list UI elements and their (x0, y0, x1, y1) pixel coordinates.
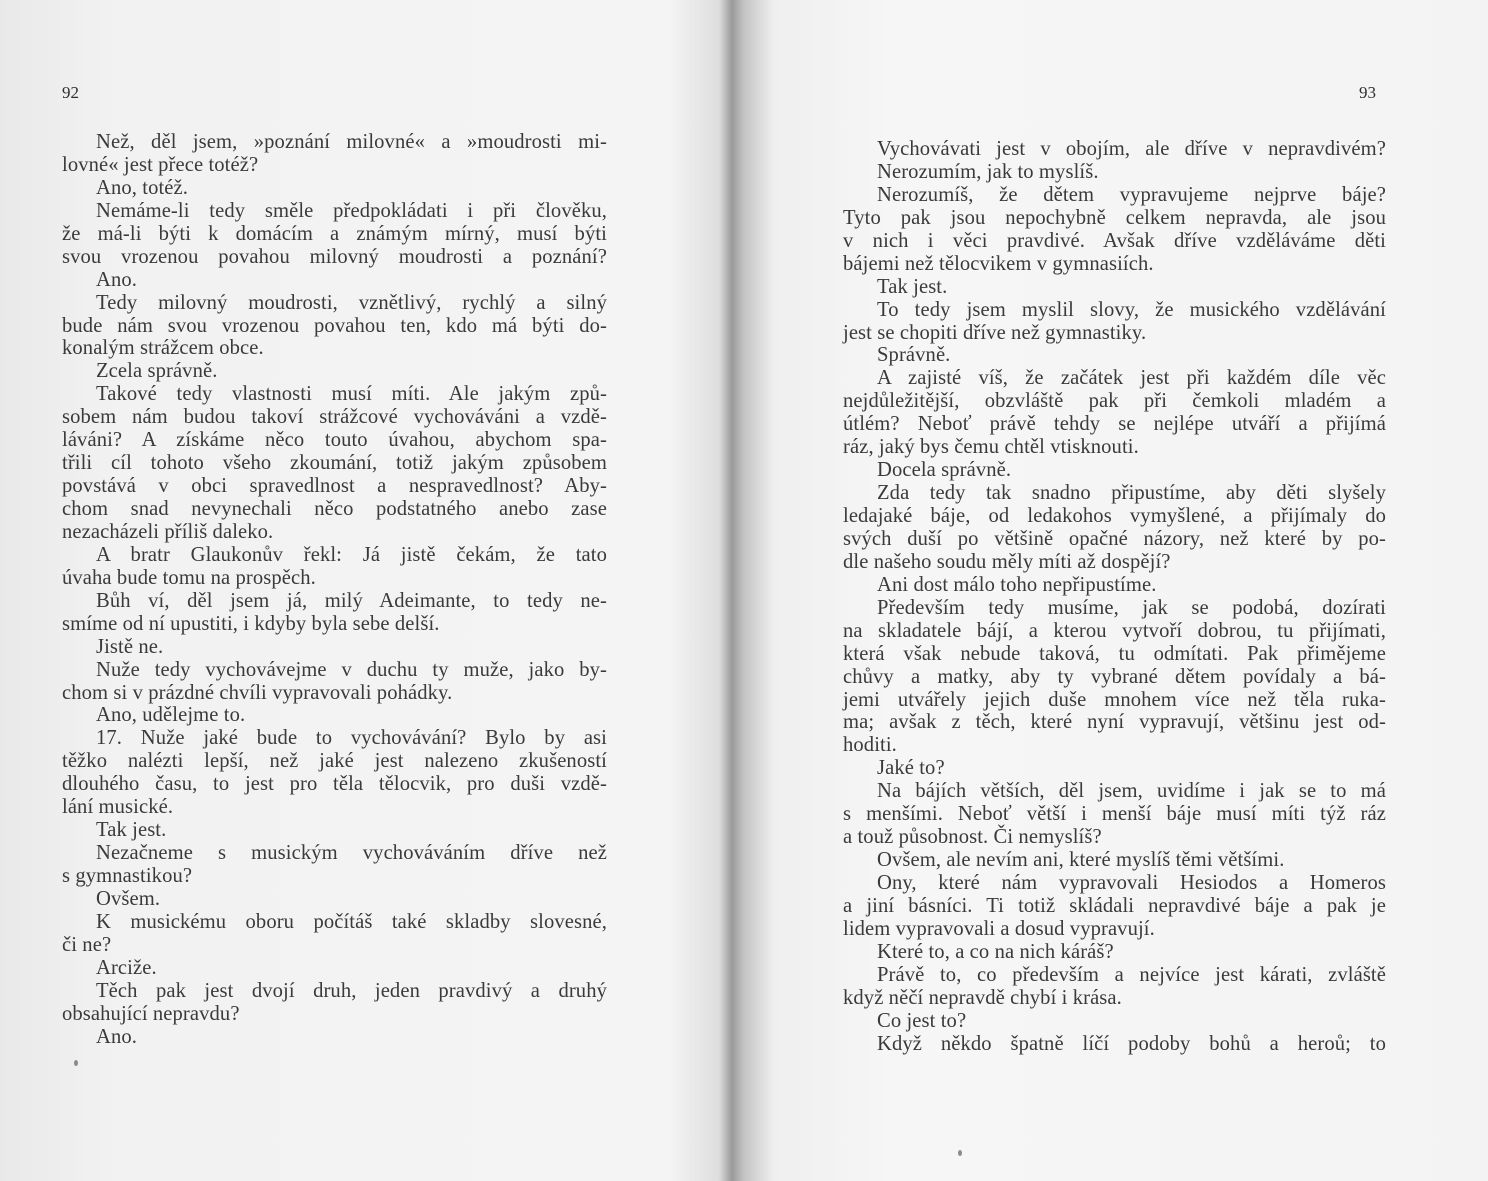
text-line: či ne? (62, 933, 112, 956)
text-line: a touž působnost. Či nemyslíš? (843, 826, 1102, 849)
text-line: smíme od ní upustiti, i kdyby byla sebe delší. (62, 612, 440, 635)
text-line: chom si v prázdné chvíli vypravovali pohádky. (62, 681, 453, 704)
text-line: K musickému oboru počítáš také skladby slovesné, (96, 910, 607, 933)
text-line: Těch pak jest dvojí druh, jeden pravdivý a druhý (96, 979, 607, 1002)
text-line: Na bájích větších, děl jsem, uvidíme i jak se to má (877, 780, 1386, 803)
text-line: Ovšem, ale nevím ani, které myslíš těmi většími. (877, 849, 1285, 872)
text-line: úvaha bude tomu na prospěch. (62, 566, 316, 589)
ink-speck (74, 1060, 78, 1066)
text-line: Správně. (877, 344, 951, 367)
text-line: nezacházeli příliš daleko. (62, 520, 274, 543)
ink-speck (958, 1150, 962, 1156)
text-line: lání musické. (62, 796, 174, 819)
text-line: Jaké to? (877, 757, 945, 780)
text-line: svých duší po většině opačné názory, než které by po- (843, 527, 1386, 550)
text-line: která však nebude taková, tu odmítati. Pak přimějeme (843, 642, 1386, 665)
text-line: Tedy milovný moudrosti, vznětlivý, rychlý a silný (96, 291, 607, 314)
text-line: dle našeho soudu měly míti až dospějí? (843, 550, 1171, 573)
text-line: ledajaké báje, od ledakohos vymyšlené, a přijímaly do (843, 505, 1386, 527)
text-line: dlouhého času, to jest pro těla tělocvik, pro duši vzdě- (62, 773, 607, 796)
text-line: chůvy a matky, aby ty vybrané dětem povídaly a bá- (843, 665, 1386, 688)
text-line: s gymnastikou? (62, 865, 193, 887)
text-line: Právě to, co především a nejvíce jest kárati, zvláště (877, 963, 1386, 986)
text-line: sobem nám budou takoví strážcové vychováváni a vzdě- (62, 406, 607, 429)
text-line: konalým strážcem obce. (62, 337, 264, 360)
text-line: ma; avšak z těch, které nyní vypravují, většinu jest od- (843, 711, 1386, 734)
text-line: Když někdo špatně líčí podoby bohů a heroů; to (877, 1032, 1386, 1055)
text-line: lidem vypravovali a dosud vypravují. (843, 917, 1155, 940)
text-line: Tak jest. (877, 275, 948, 298)
text-line: Nuže tedy vychovávejme v duchu ty muže, jako by- (96, 658, 607, 681)
text-line: jemi utvářely jejich duše mnohem více než těla ruka- (843, 688, 1386, 711)
text-line: hoditi. (843, 734, 897, 757)
right-page-text (843, 138, 1386, 1056)
page-number-right: 93 (1359, 83, 1376, 102)
text-line: a jiní básníci. Ti totiž skládali nepravdivé báje a pak je (843, 894, 1386, 917)
text-line: obsahující nepravdu? (62, 1002, 240, 1025)
text-line: když něčí nepravdě chybí i krása. (843, 986, 1122, 1009)
left-page-text (62, 131, 607, 1049)
text-line: bájemi než tělocvikem v gymnasiích. (843, 252, 1154, 275)
text-line: chom snad nevynechali něco podstatného anebo zase (62, 498, 607, 520)
text-line: na skladatele bájí, a kterou vytvoří dobrou, tu přijímati, (843, 619, 1386, 642)
text-line: A bratr Glaukonův řekl: Já jistě čekám, že tato (96, 543, 607, 566)
text-line: Vychovávati jest v obojím, ale dříve v nepravdivém? (877, 138, 1386, 160)
text-line: ráz, jaký bys čemu chtěl vtisknouti. (843, 436, 1139, 459)
text-line: útlém? Neboť právě tehdy se nejlépe utváří a přijímá (843, 413, 1386, 436)
text-line: Bůh ví, děl jsem já, milý Adeimante, to tedy ne- (96, 589, 607, 612)
text-line: Zda tedy tak snadno připustíme, aby děti slyšely (877, 482, 1386, 505)
text-line: Které to, a co na nich káráš? (877, 940, 1114, 963)
text-line: Zcela správně. (96, 360, 218, 383)
text-line: třili cíl tohoto všeho zkoumání, totiž jakým způsobem (62, 452, 607, 475)
text-line: Co jest to? (877, 1009, 967, 1032)
text-line: Než, děl jsem, »poznání milovné« a »moudrosti mi- (96, 131, 607, 153)
text-line: A zajisté víš, že začátek jest při každém díle věc (877, 367, 1386, 390)
text-line: Ani dost málo toho nepřipustíme. (877, 573, 1157, 596)
text-line: Nemáme-li tedy směle předpokládati i při člověku, (96, 199, 607, 222)
text-line: těžko nalézti lepší, než jaké jest nalezeno zkušeností (62, 750, 607, 773)
text-line: nejdůležitější, obzvláště pak při čemkoli mladém a (843, 390, 1386, 413)
text-line: v nich i věci pravdivé. Avšak dříve vzděláváme děti (843, 229, 1386, 252)
text-line: bude nám svou vrozenou povahou ten, kdo má býti do- (62, 314, 607, 337)
text-line: svou vrozenou povahou milovný moudrosti a poznání? (62, 245, 607, 268)
text-line: s menšími. Neboť větší i menší báje musí míti týž ráz (843, 803, 1386, 826)
right-page (745, 0, 1488, 1181)
text-line: Nerozumíš, že dětem vypravujeme nejprve báje? (877, 183, 1386, 206)
text-line: Jistě ne. (96, 635, 164, 658)
text-line: Arciže. (96, 956, 157, 979)
text-line: Nerozumím, jak to myslíš. (877, 160, 1099, 183)
left-page (0, 0, 730, 1181)
text-line: že má-li býti k domácím a známým mírný, musí býti (62, 222, 607, 245)
text-line: jest se chopiti dříve než gymnastiky. (843, 321, 1147, 344)
text-line: Ano, totéž. (96, 176, 189, 199)
text-line: 17. Nuže jaké bude to vychovávání? Bylo by asi (96, 727, 607, 750)
text-line: Ano. (96, 1025, 138, 1048)
text-line: Ano. (96, 268, 138, 291)
text-line: Nezačneme s musickým vychováváním dříve než (96, 842, 607, 865)
text-line: povstává v obci spravedlnost a nespravedlnost? Aby- (62, 475, 607, 498)
text-line: Ovšem. (96, 887, 161, 910)
text-line: láváni? A získáme něco touto úvahou, abychom spa- (62, 429, 607, 452)
page-number-left: 92 (62, 83, 79, 102)
text-line: Tyto pak jsou nepochybně celkem nepravda, ale jsou (843, 206, 1386, 229)
text-line: lovné« jest přece totéž? (62, 153, 259, 176)
text-line: Ano, udělejme to. (96, 704, 246, 727)
text-line: Tak jest. (96, 819, 167, 842)
text-line: Ony, které nám vypravovali Hesiodos a Homeros (877, 872, 1386, 894)
text-line: Takové tedy vlastnosti musí míti. Ale jakým způ- (96, 383, 607, 406)
text-line: To tedy jsem myslil slovy, že musického vzdělávání (877, 298, 1386, 321)
text-line: Docela správně. (877, 459, 1012, 482)
text-line: Především tedy musíme, jak se podobá, dozírati (877, 596, 1386, 619)
